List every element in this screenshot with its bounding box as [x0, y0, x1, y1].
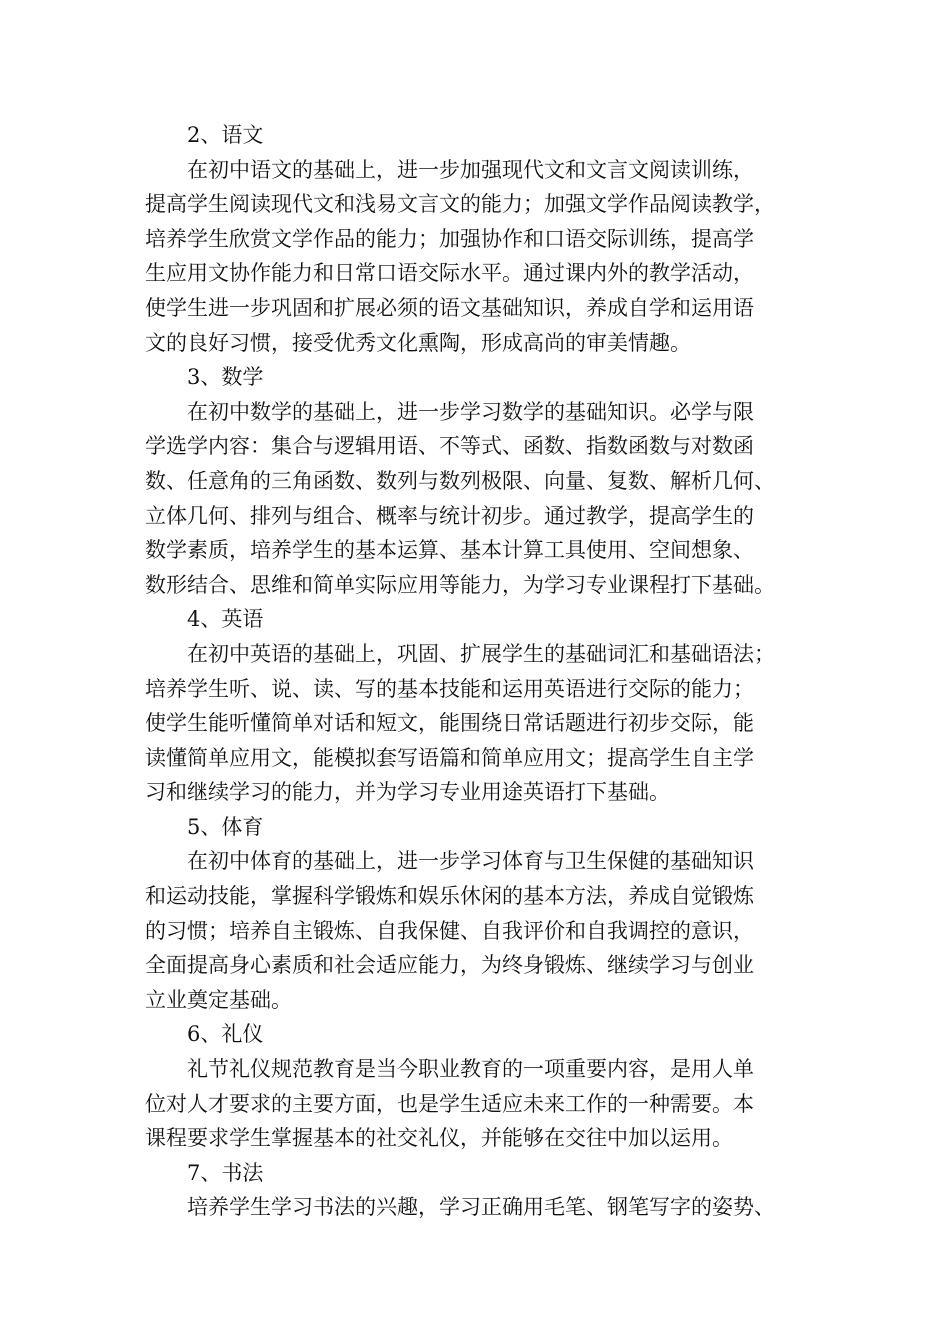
paragraph-line: 的习惯；培养自主锻炼、自我保健、自我评价和自我调控的意识， — [145, 918, 754, 943]
paragraph-line: 数、任意角的三角函数、数列与数列极限、向量、复数、解析几何、 — [145, 468, 775, 493]
paragraph-line: 学选学内容：集合与逻辑用语、不等式、函数、指数函数与对数函 — [145, 434, 754, 459]
paragraph-line: 使学生进一步巩固和扩展必须的语文基础知识，养成自学和运用语 — [145, 295, 754, 320]
paragraph-line: 数学素质，培养学生的基本运算、基本计算工具使用、空间想象、 — [145, 538, 754, 563]
paragraph-line: 在初中语文的基础上，进一步加强现代文和文言文阅读训练， — [187, 157, 754, 182]
paragraph-line: 培养学生听、说、读、写的基本技能和运用英语进行交际的能力； — [145, 676, 754, 701]
section-heading: 4、英语 — [187, 607, 264, 632]
paragraph-line: 生应用文协作能力和日常口语交际水平。通过课内外的教学活动， — [145, 261, 754, 286]
paragraph-line: 全面提高身心素质和社会适应能力，为终身锻炼、继续学习与创业 — [145, 953, 754, 978]
paragraph-line: 文的良好习惯，接受优秀文化熏陶，形成高尚的审美情趣。 — [145, 330, 691, 355]
paragraph-line: 和运动技能，掌握科学锻炼和娱乐休闲的基本方法，养成自觉锻炼 — [145, 884, 754, 909]
paragraph-line: 提高学生阅读现代文和浅易文言文的能力；加强文学作品阅读教学， — [145, 192, 775, 217]
paragraph-line: 培养学生学习书法的兴趣，学习正确用毛笔、钢笔写字的姿势、 — [187, 1195, 775, 1220]
paragraph-line: 立业奠定基础。 — [145, 987, 292, 1012]
paragraph-line: 立体几何、排列与组合、概率与统计初步。通过教学，提高学生的 — [145, 503, 754, 528]
section-heading: 6、礼仪 — [187, 1022, 264, 1047]
paragraph-line: 位对人才要求的主要方面，也是学生适应未来工作的一种需要。本 — [145, 1091, 754, 1116]
paragraph-line: 数形结合、思维和简单实际应用等能力，为学习专业课程打下基础。 — [145, 572, 775, 597]
section-heading: 7、书法 — [187, 1160, 264, 1185]
paragraph-line: 在初中体育的基础上，进一步学习体育与卫生保健的基础知识 — [187, 849, 754, 874]
paragraph-line: 在初中英语的基础上，巩固、扩展学生的基础词汇和基础语法； — [187, 641, 775, 666]
paragraph-line: 礼节礼仪规范教育是当今职业教育的一项重要内容，是用人单 — [187, 1057, 754, 1082]
document-page — [145, 118, 825, 1225]
paragraph-line: 培养学生欣赏文学作品的能力；加强协作和口语交际训练，提高学 — [145, 226, 754, 251]
paragraph-line: 课程要求学生掌握基本的社交礼仪，并能够在交往中加以运用。 — [145, 1126, 733, 1151]
section-heading: 3、数学 — [187, 365, 264, 390]
paragraph-line: 读懂简单应用文，能模拟套写语篇和简单应用文；提高学生自主学 — [145, 745, 754, 770]
paragraph-line: 习和继续学习的能力，并为学习专业用途英语打下基础。 — [145, 780, 670, 805]
paragraph-line: 在初中数学的基础上，进一步学习数学的基础知识。必学与限 — [187, 399, 754, 424]
section-heading: 5、体育 — [187, 814, 264, 839]
paragraph-line: 使学生能听懂简单对话和短文，能围绕日常话题进行初步交际，能 — [145, 711, 754, 736]
section-heading: 2、语文 — [187, 123, 264, 147]
